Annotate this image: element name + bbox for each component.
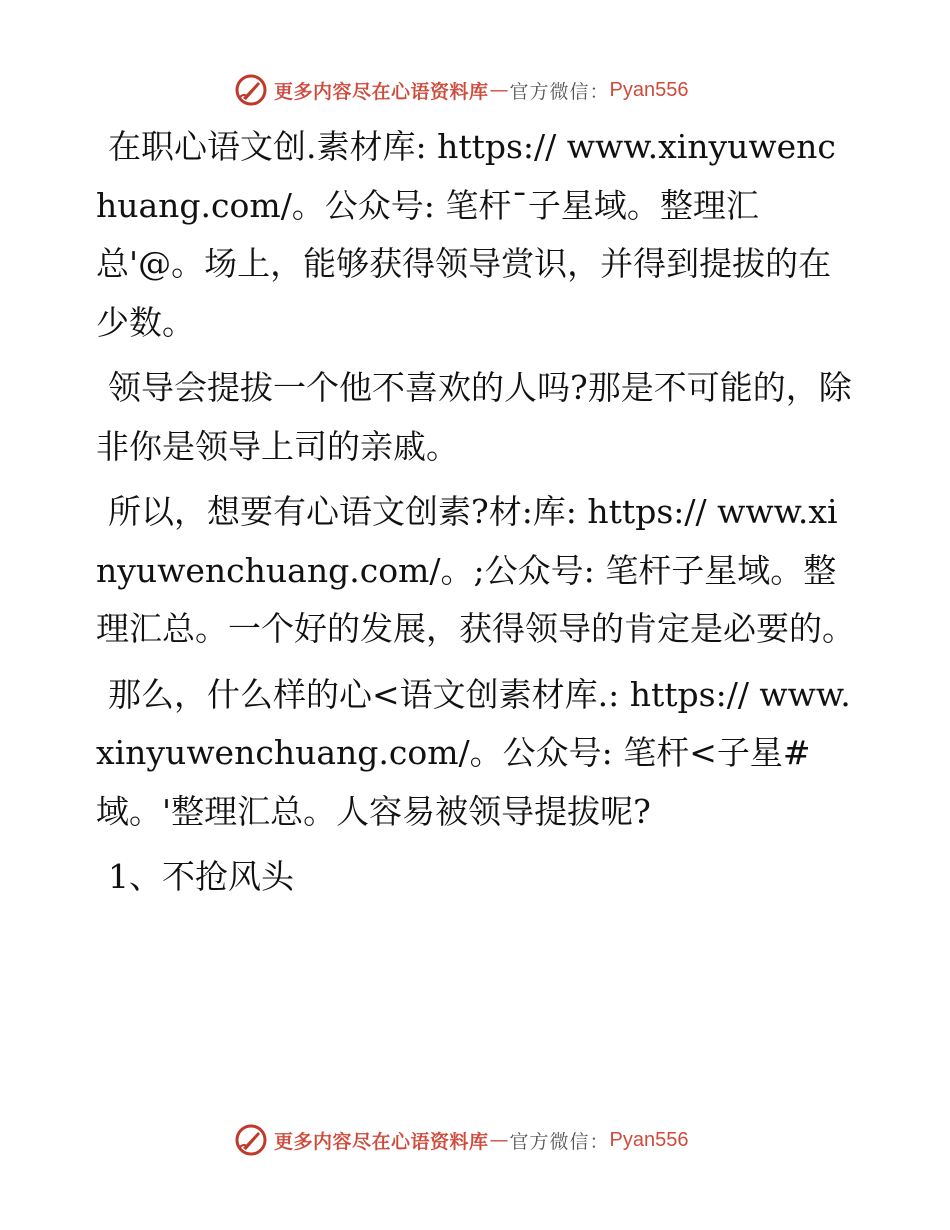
banner-wechat-label: 官方微信： <box>509 1130 610 1153</box>
banner-wechat-id: Pyan556 <box>609 1128 689 1151</box>
paragraph-1: 在职心语文创.素材库: https:// www.xinyuwenchuang.com/。公众号: 笔杆¯子星域。整理汇总'@。场上，能够获得领导赏识，并得到提拔的在少数。 <box>96 127 836 342</box>
banner-title: 更多内容尽在心语资料库 <box>274 80 489 103</box>
banner-wechat-label: 官方微信： <box>509 80 610 103</box>
header-banner <box>234 72 689 108</box>
quill-logo-icon <box>234 1123 268 1157</box>
quill-logo-icon <box>234 73 268 107</box>
paragraph-4: 那么，什么样的心<语文创素材库.: https:// www.xinyuwenchuang.com/。公众号: 笔杆<子星#域。'整理汇总。人容易被领导提拔呢? <box>96 674 851 831</box>
banner-dash: — <box>489 1129 509 1151</box>
banner-title: 更多内容尽在心语资料库 <box>274 1130 489 1153</box>
banner-dash: — <box>489 79 509 101</box>
paragraph-3: 所以，想要有心语文创素?材:库: https:// www.xinyuwenchuang.com/。;公众号: 笔杆子星域。整理汇总。一个好的发展，获得领导的肯定是必要的。 <box>96 492 855 648</box>
section-heading: 1、不抢风头 <box>108 857 294 896</box>
footer-banner <box>234 1122 689 1158</box>
document-body <box>96 118 856 914</box>
banner-wechat-id: Pyan556 <box>609 78 689 101</box>
paragraph-2: 领导会提拔一个他不喜欢的人吗?那是不可能的，除非你是领导上司的亲戚。 <box>96 368 852 466</box>
